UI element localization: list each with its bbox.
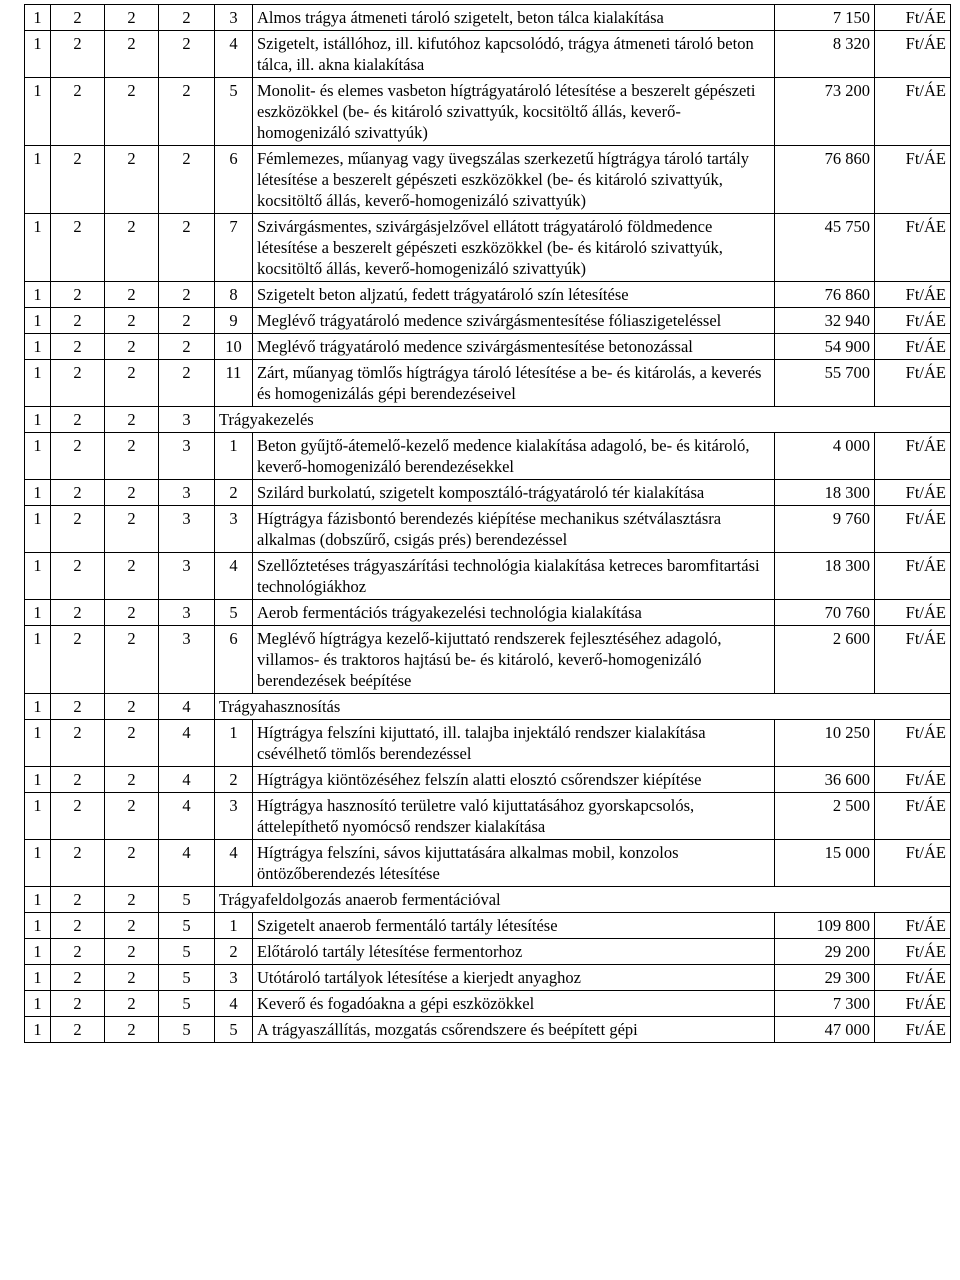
description-cell: Hígtrágya hasznosító területre való kijuttatásához gyorskapcsolós, áttelepíthető nyomócső rendszer kialakítása [253, 793, 775, 840]
code-cell-2: 2 [51, 5, 105, 31]
code-cell-1: 1 [25, 991, 51, 1017]
code-cell-2: 2 [51, 887, 105, 913]
description-cell: Fémlemezes, műanyag vagy üvegszálas szerkezetű hígtrágya tároló tartály létesítése a beszerelt gépészeti eszközökkel (be- és kitároló szivattyúk, kocsitöltő állás, keverő-homogenizáló szivattyúk) [253, 146, 775, 214]
code-cell-1: 1 [25, 308, 51, 334]
amount-cell: 7 150 [775, 5, 875, 31]
code-cell-5: 3 [215, 5, 253, 31]
code-cell-5: 4 [215, 991, 253, 1017]
amount-cell: 10 250 [775, 720, 875, 767]
table-body [25, 5, 951, 1043]
code-cell-2: 2 [51, 282, 105, 308]
amount-cell: 47 000 [775, 1017, 875, 1043]
code-cell-1: 1 [25, 407, 51, 433]
code-cell-3: 2 [105, 767, 159, 793]
description-cell: Hígtrágya kiöntözéséhez felszín alatti elosztó csőrendszer kiépítése [253, 767, 775, 793]
code-cell-4: 2 [159, 214, 215, 282]
code-cell-5: 1 [215, 433, 253, 480]
code-cell-4: 2 [159, 31, 215, 78]
code-cell-4: 5 [159, 991, 215, 1017]
code-cell-3: 2 [105, 407, 159, 433]
code-cell-4: 3 [159, 407, 215, 433]
code-cell-2: 2 [51, 31, 105, 78]
code-cell-5: 2 [215, 767, 253, 793]
table-row [25, 793, 951, 840]
code-cell-1: 1 [25, 506, 51, 553]
code-cell-2: 2 [51, 78, 105, 146]
amount-cell: 18 300 [775, 480, 875, 506]
code-cell-2: 2 [51, 600, 105, 626]
code-cell-5: 2 [215, 939, 253, 965]
table-row [25, 214, 951, 282]
code-cell-1: 1 [25, 78, 51, 146]
code-cell-4: 4 [159, 694, 215, 720]
code-cell-4: 4 [159, 793, 215, 840]
code-cell-4: 2 [159, 282, 215, 308]
table-row [25, 78, 951, 146]
code-cell-1: 1 [25, 5, 51, 31]
table-row [25, 767, 951, 793]
code-cell-5: 8 [215, 282, 253, 308]
code-cell-3: 2 [105, 308, 159, 334]
unit-cell: Ft/ÁE [875, 31, 951, 78]
code-cell-5: 5 [215, 600, 253, 626]
code-cell-4: 3 [159, 553, 215, 600]
description-cell: Hígtrágya felszíni kijuttató, ill. talajba injektáló rendszer kialakítása csévélhető tömlős berendezéssel [253, 720, 775, 767]
code-cell-1: 1 [25, 553, 51, 600]
code-cell-1: 1 [25, 1017, 51, 1043]
code-cell-1: 1 [25, 767, 51, 793]
description-cell: Aerob fermentációs trágyakezelési technológia kialakítása [253, 600, 775, 626]
unit-cell: Ft/ÁE [875, 433, 951, 480]
code-cell-5: 4 [215, 31, 253, 78]
code-cell-1: 1 [25, 31, 51, 78]
section-heading-row [25, 407, 951, 433]
table-row [25, 334, 951, 360]
code-cell-5: 7 [215, 214, 253, 282]
amount-cell: 109 800 [775, 913, 875, 939]
code-cell-4: 4 [159, 720, 215, 767]
description-cell: Monolit- és elemes vasbeton hígtrágyatároló létesítése a beszerelt gépészeti eszközökkel (be- és kitároló szivattyúk, kocsitöltő állás, keverő-homogenizáló szivattyúk) [253, 78, 775, 146]
code-cell-4: 4 [159, 840, 215, 887]
amount-cell: 54 900 [775, 334, 875, 360]
unit-cell: Ft/ÁE [875, 626, 951, 694]
amount-cell: 9 760 [775, 506, 875, 553]
code-cell-2: 2 [51, 694, 105, 720]
unit-cell: Ft/ÁE [875, 360, 951, 407]
table-row [25, 5, 951, 31]
code-cell-2: 2 [51, 433, 105, 480]
table-row [25, 626, 951, 694]
code-cell-4: 2 [159, 5, 215, 31]
table-row [25, 506, 951, 553]
code-cell-1: 1 [25, 720, 51, 767]
code-cell-1: 1 [25, 600, 51, 626]
unit-cell: Ft/ÁE [875, 939, 951, 965]
code-cell-2: 2 [51, 939, 105, 965]
unit-cell: Ft/ÁE [875, 553, 951, 600]
amount-cell: 32 940 [775, 308, 875, 334]
amount-cell: 29 200 [775, 939, 875, 965]
section-heading-row [25, 694, 951, 720]
code-cell-3: 2 [105, 78, 159, 146]
code-cell-1: 1 [25, 360, 51, 407]
unit-cell: Ft/ÁE [875, 282, 951, 308]
code-cell-4: 3 [159, 506, 215, 553]
code-cell-1: 1 [25, 694, 51, 720]
description-cell: Utótároló tartályok létesítése a kierjedt anyaghoz [253, 965, 775, 991]
code-cell-1: 1 [25, 840, 51, 887]
code-cell-5: 10 [215, 334, 253, 360]
code-cell-1: 1 [25, 334, 51, 360]
code-cell-4: 4 [159, 767, 215, 793]
code-cell-3: 2 [105, 793, 159, 840]
amount-cell: 36 600 [775, 767, 875, 793]
table-row [25, 965, 951, 991]
code-cell-4: 2 [159, 334, 215, 360]
table-row [25, 1017, 951, 1043]
code-cell-5: 2 [215, 480, 253, 506]
code-cell-3: 2 [105, 939, 159, 965]
unit-cell: Ft/ÁE [875, 5, 951, 31]
code-cell-3: 2 [105, 626, 159, 694]
description-cell: Beton gyűjtő-átemelő-kezelő medence kialakítása adagoló, be- és kitároló, keverő-homogenizáló berendezésekkel [253, 433, 775, 480]
description-cell: Almos trágya átmeneti tároló szigetelt, beton tálca kialakítása [253, 5, 775, 31]
code-cell-2: 2 [51, 308, 105, 334]
amount-cell: 2 600 [775, 626, 875, 694]
section-heading: Trágyakezelés [215, 407, 951, 433]
code-cell-3: 2 [105, 146, 159, 214]
amount-cell: 55 700 [775, 360, 875, 407]
code-cell-4: 3 [159, 433, 215, 480]
code-cell-3: 2 [105, 600, 159, 626]
description-cell: Szilárd burkolatú, szigetelt komposztáló-trágyatároló tér kialakítása [253, 480, 775, 506]
code-cell-4: 5 [159, 939, 215, 965]
description-cell: Szellőztetéses trágyaszárítási technológia kialakítása ketreces baromfitartási technológiákhoz [253, 553, 775, 600]
amount-cell: 45 750 [775, 214, 875, 282]
table-row [25, 282, 951, 308]
code-cell-5: 5 [215, 78, 253, 146]
code-cell-2: 2 [51, 553, 105, 600]
code-cell-1: 1 [25, 146, 51, 214]
code-cell-4: 3 [159, 480, 215, 506]
code-cell-4: 5 [159, 965, 215, 991]
description-cell: Előtároló tartály létesítése fermentorhoz [253, 939, 775, 965]
table-row [25, 360, 951, 407]
code-cell-3: 2 [105, 31, 159, 78]
code-cell-4: 2 [159, 78, 215, 146]
code-cell-2: 2 [51, 793, 105, 840]
code-cell-3: 2 [105, 433, 159, 480]
code-cell-3: 2 [105, 282, 159, 308]
code-cell-1: 1 [25, 887, 51, 913]
table-row [25, 720, 951, 767]
unit-cell: Ft/ÁE [875, 720, 951, 767]
section-heading: Trágyafeldolgozás anaerob fermentációval [215, 887, 951, 913]
unit-cell: Ft/ÁE [875, 600, 951, 626]
code-cell-4: 2 [159, 146, 215, 214]
description-cell: Zárt, műanyag tömlős hígtrágya tároló létesítése a be- és kitárolás, a keverés és homogenizálás gépi berendezéseivel [253, 360, 775, 407]
code-cell-5: 1 [215, 720, 253, 767]
code-cell-5: 3 [215, 965, 253, 991]
code-cell-5: 3 [215, 506, 253, 553]
code-cell-3: 2 [105, 720, 159, 767]
unit-cell: Ft/ÁE [875, 991, 951, 1017]
code-cell-1: 1 [25, 433, 51, 480]
unit-cell: Ft/ÁE [875, 965, 951, 991]
description-cell: Meglévő trágyatároló medence szivárgásmentesítése betonozással [253, 334, 775, 360]
table-row [25, 991, 951, 1017]
code-cell-2: 2 [51, 407, 105, 433]
code-cell-3: 2 [105, 553, 159, 600]
description-cell: Szigetelt anaerob fermentáló tartály létesítése [253, 913, 775, 939]
unit-cell: Ft/ÁE [875, 480, 951, 506]
code-cell-5: 6 [215, 626, 253, 694]
code-cell-5: 1 [215, 913, 253, 939]
code-cell-5: 6 [215, 146, 253, 214]
description-cell: Meglévő hígtrágya kezelő-kijuttató rendszerek fejlesztéséhez adagoló, villamos- és traktoros hajtású be- és kitároló, keverő-homogenizáló berendezések beépítése [253, 626, 775, 694]
code-cell-3: 2 [105, 887, 159, 913]
code-cell-3: 2 [105, 965, 159, 991]
table-row [25, 840, 951, 887]
code-cell-2: 2 [51, 506, 105, 553]
code-cell-5: 4 [215, 840, 253, 887]
unit-cell: Ft/ÁE [875, 793, 951, 840]
code-cell-5: 3 [215, 793, 253, 840]
cost-rate-table [24, 4, 951, 1043]
code-cell-2: 2 [51, 146, 105, 214]
table-row [25, 913, 951, 939]
amount-cell: 7 300 [775, 991, 875, 1017]
description-cell: Keverő és fogadóakna a gépi eszközökkel [253, 991, 775, 1017]
unit-cell: Ft/ÁE [875, 840, 951, 887]
code-cell-2: 2 [51, 991, 105, 1017]
code-cell-1: 1 [25, 282, 51, 308]
amount-cell: 29 300 [775, 965, 875, 991]
code-cell-4: 2 [159, 360, 215, 407]
code-cell-3: 2 [105, 913, 159, 939]
code-cell-2: 2 [51, 334, 105, 360]
amount-cell: 15 000 [775, 840, 875, 887]
code-cell-1: 1 [25, 626, 51, 694]
code-cell-3: 2 [105, 360, 159, 407]
code-cell-1: 1 [25, 214, 51, 282]
code-cell-3: 2 [105, 506, 159, 553]
description-cell: Szigetelt beton aljzatú, fedett trágyatároló szín létesítése [253, 282, 775, 308]
amount-cell: 70 760 [775, 600, 875, 626]
amount-cell: 76 860 [775, 146, 875, 214]
description-cell: Szigetelt, istállóhoz, ill. kifutóhoz kapcsolódó, trágya átmeneti tároló beton tálca, ill. akna kialakítása [253, 31, 775, 78]
amount-cell: 8 320 [775, 31, 875, 78]
code-cell-1: 1 [25, 480, 51, 506]
table-row [25, 480, 951, 506]
unit-cell: Ft/ÁE [875, 146, 951, 214]
unit-cell: Ft/ÁE [875, 214, 951, 282]
amount-cell: 73 200 [775, 78, 875, 146]
table-row [25, 433, 951, 480]
code-cell-5: 4 [215, 553, 253, 600]
unit-cell: Ft/ÁE [875, 308, 951, 334]
description-cell: Meglévő trágyatároló medence szivárgásmentesítése fóliaszigeteléssel [253, 308, 775, 334]
code-cell-1: 1 [25, 793, 51, 840]
code-cell-1: 1 [25, 965, 51, 991]
code-cell-1: 1 [25, 939, 51, 965]
description-cell: Hígtrágya felszíni, sávos kijuttatására alkalmas mobil, konzolos öntözőberendezés létesítése [253, 840, 775, 887]
code-cell-4: 5 [159, 887, 215, 913]
code-cell-3: 2 [105, 5, 159, 31]
code-cell-2: 2 [51, 965, 105, 991]
description-cell: A trágyaszállítás, mozgatás csőrendszere és beépített gépi [253, 1017, 775, 1043]
table-row [25, 600, 951, 626]
code-cell-5: 5 [215, 1017, 253, 1043]
unit-cell: Ft/ÁE [875, 78, 951, 146]
code-cell-2: 2 [51, 767, 105, 793]
code-cell-4: 5 [159, 1017, 215, 1043]
unit-cell: Ft/ÁE [875, 506, 951, 553]
code-cell-2: 2 [51, 1017, 105, 1043]
code-cell-1: 1 [25, 913, 51, 939]
code-cell-4: 5 [159, 913, 215, 939]
code-cell-3: 2 [105, 334, 159, 360]
code-cell-2: 2 [51, 214, 105, 282]
code-cell-3: 2 [105, 1017, 159, 1043]
code-cell-2: 2 [51, 720, 105, 767]
table-row [25, 939, 951, 965]
unit-cell: Ft/ÁE [875, 1017, 951, 1043]
table-row [25, 553, 951, 600]
code-cell-3: 2 [105, 991, 159, 1017]
code-cell-3: 2 [105, 214, 159, 282]
code-cell-3: 2 [105, 480, 159, 506]
section-heading-row [25, 887, 951, 913]
code-cell-2: 2 [51, 913, 105, 939]
code-cell-2: 2 [51, 480, 105, 506]
table-row [25, 31, 951, 78]
amount-cell: 18 300 [775, 553, 875, 600]
code-cell-5: 11 [215, 360, 253, 407]
code-cell-4: 2 [159, 308, 215, 334]
table-row [25, 146, 951, 214]
code-cell-3: 2 [105, 840, 159, 887]
description-cell: Hígtrágya fázisbontó berendezés kiépítése mechanikus szétválasztásra alkalmas (dobszűrő, csigás prés) berendezéssel [253, 506, 775, 553]
description-cell: Szivárgásmentes, szivárgásjelzővel ellátott trágyatároló földmedence létesítése a beszerelt gépészeti eszközökkel (be- és kitároló szivattyúk, kocsitöltő állás, keverő-homogenizáló szivattyúk) [253, 214, 775, 282]
table-row [25, 308, 951, 334]
unit-cell: Ft/ÁE [875, 334, 951, 360]
amount-cell: 76 860 [775, 282, 875, 308]
code-cell-4: 3 [159, 626, 215, 694]
code-cell-2: 2 [51, 360, 105, 407]
unit-cell: Ft/ÁE [875, 913, 951, 939]
amount-cell: 2 500 [775, 793, 875, 840]
section-heading: Trágyahasznosítás [215, 694, 951, 720]
amount-cell: 4 000 [775, 433, 875, 480]
unit-cell: Ft/ÁE [875, 767, 951, 793]
code-cell-3: 2 [105, 694, 159, 720]
code-cell-2: 2 [51, 626, 105, 694]
code-cell-2: 2 [51, 840, 105, 887]
code-cell-4: 3 [159, 600, 215, 626]
code-cell-5: 9 [215, 308, 253, 334]
